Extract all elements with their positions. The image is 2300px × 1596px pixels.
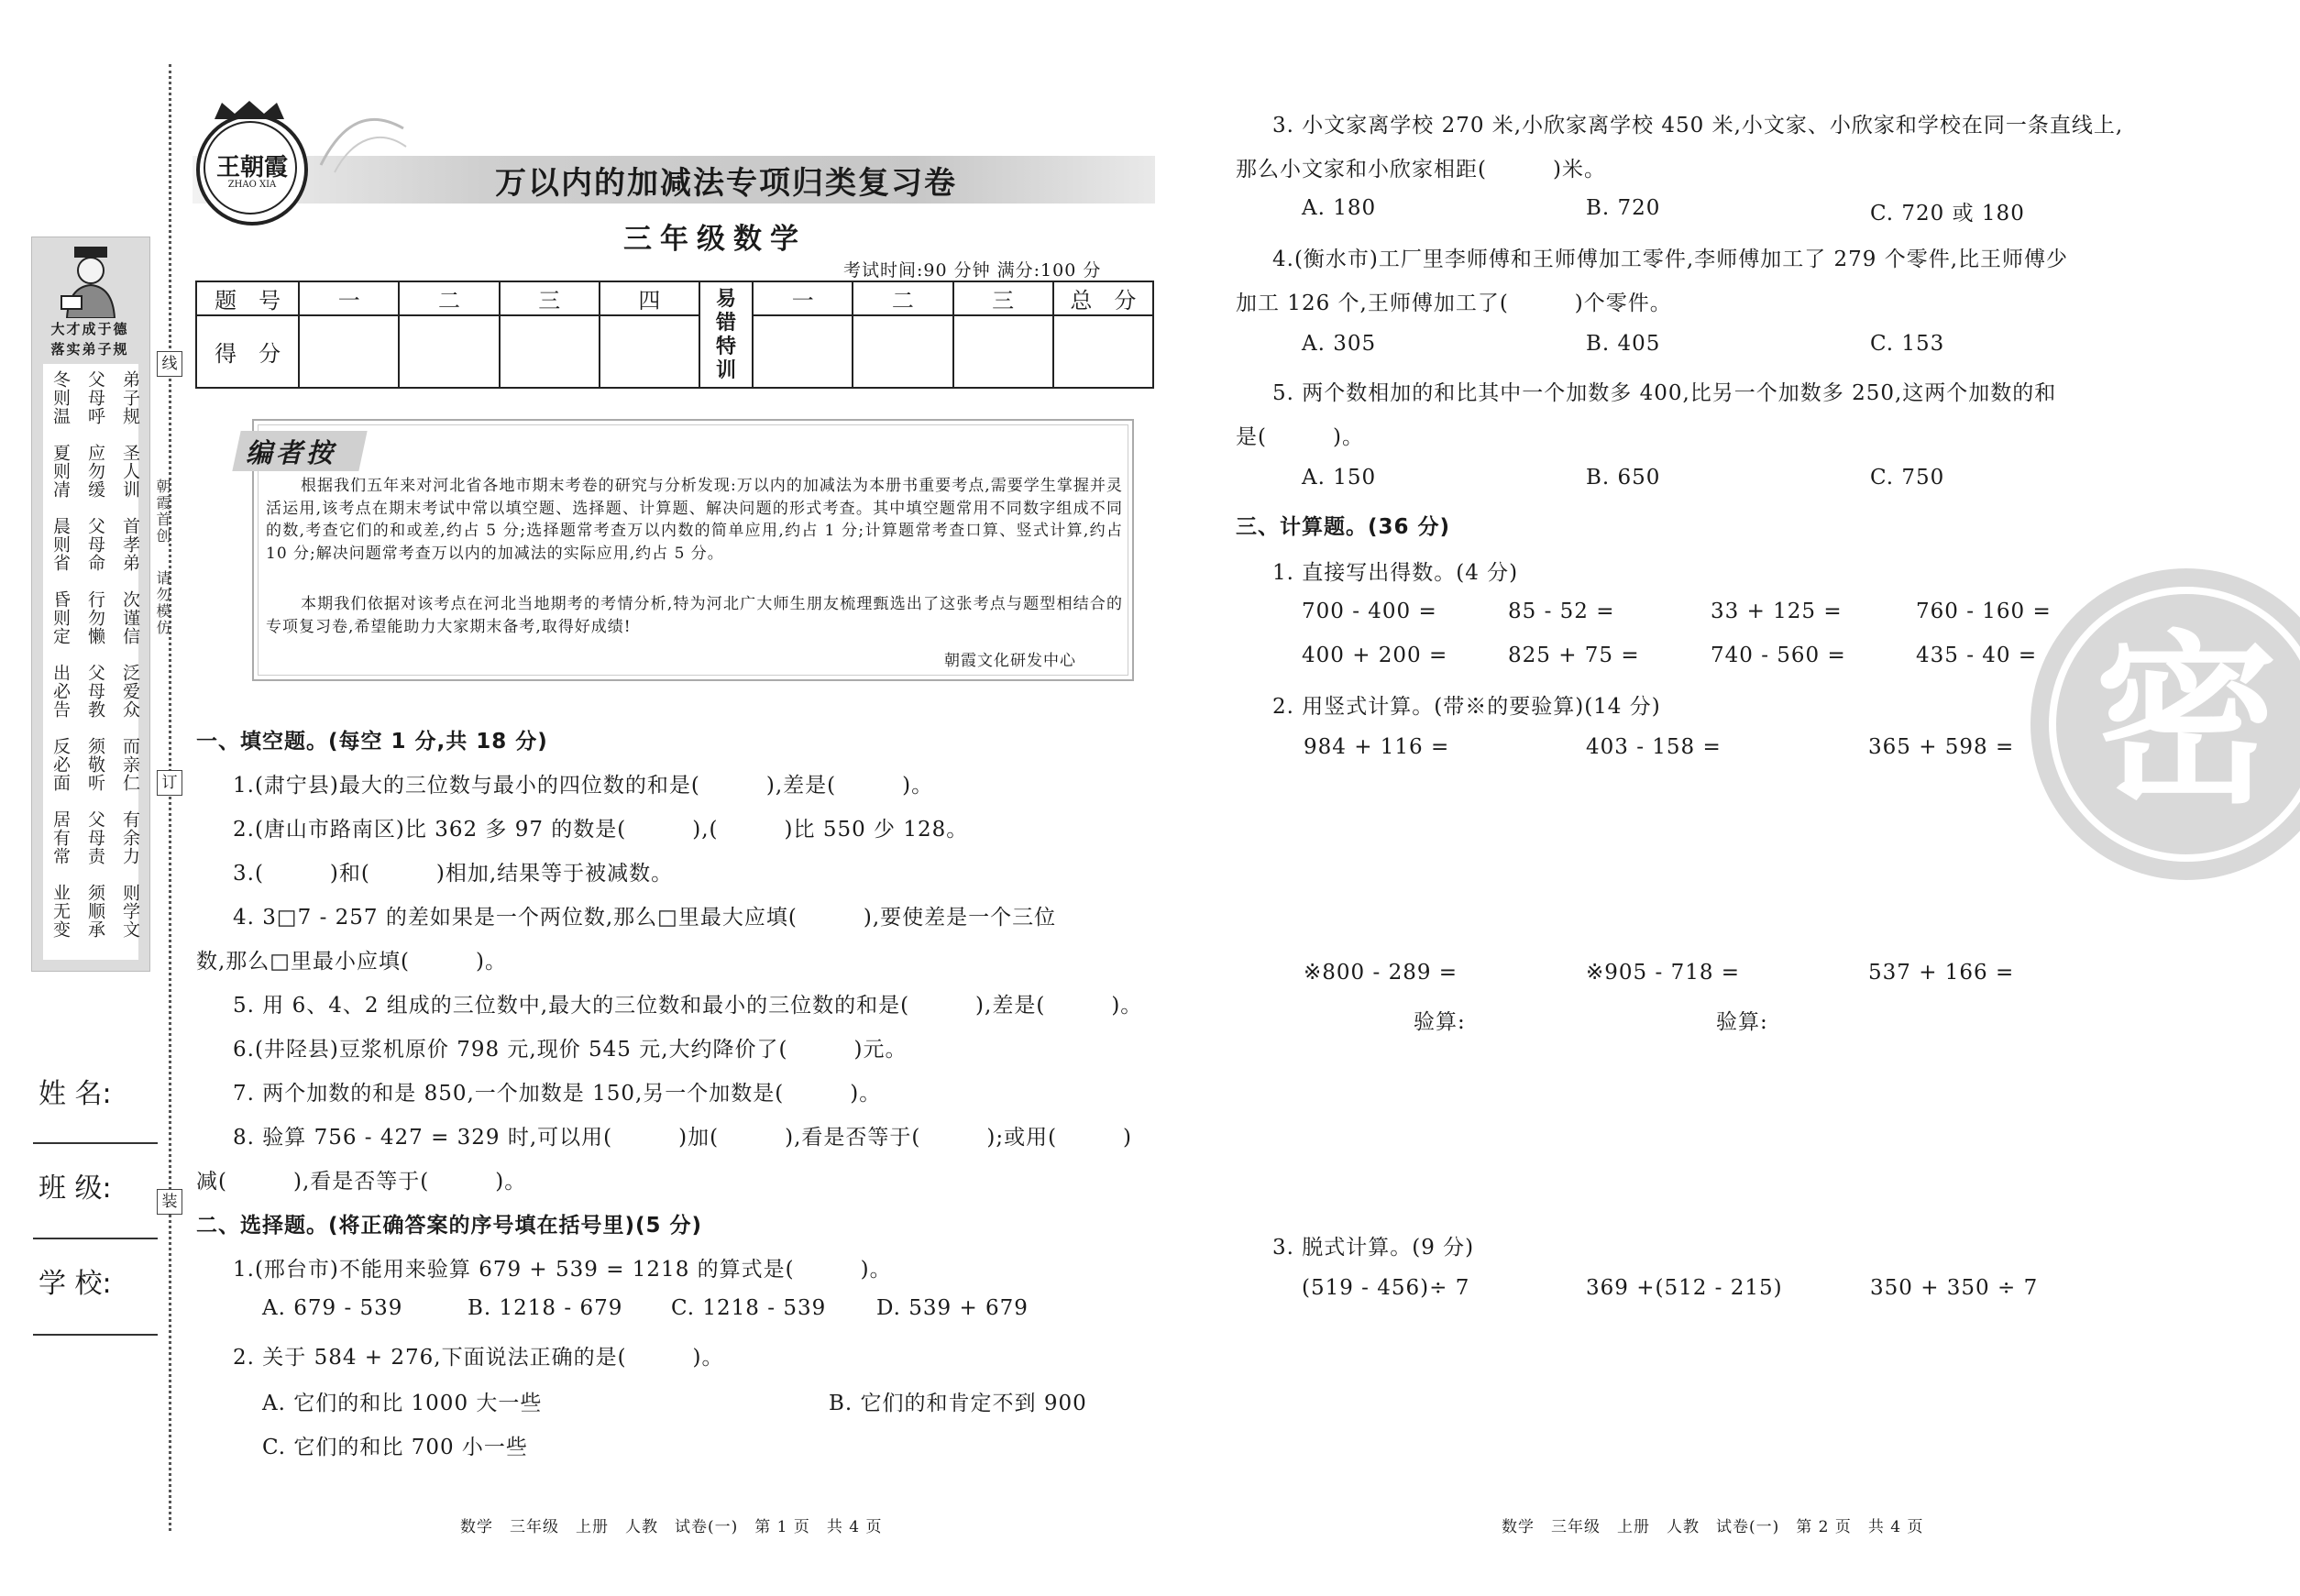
vertical-calc: ※905 - 718 = — [1586, 961, 1741, 985]
verse: 首孝弟 — [120, 517, 140, 572]
s2-q4-option-c: C. 153 — [1870, 332, 1945, 356]
cut-mark-line: 线 — [157, 351, 182, 377]
notice-original: 朝霞首创 — [154, 479, 171, 545]
verse: 冬则温 — [50, 370, 71, 425]
logo-subtext: ZHAO XIA — [227, 180, 277, 190]
verse: 反必面 — [50, 737, 71, 792]
footer-page-2: 数学 三年级 上册 人教 试卷(一) 第 2 页 共 4 页 — [1502, 1518, 1924, 1536]
s2-question-2: 2. 关于 584 + 276,下面说法正确的是( )。 — [233, 1346, 724, 1370]
vertical-calc: 984 + 116 = — [1304, 735, 1450, 759]
verse: 父母责 — [85, 810, 105, 865]
s2-question-4b: 加工 126 个,王师傅加工了( )个零件。 — [1236, 292, 1672, 315]
s2-q4-option-b: B. 405 — [1586, 332, 1661, 356]
score-cell[interactable] — [1053, 315, 1153, 388]
s2-q2-option-c: C. 它们的和比 700 小一些 — [262, 1436, 528, 1459]
class-label: 班 级: — [39, 1172, 112, 1205]
name-field[interactable] — [33, 1142, 158, 1144]
s3-subtitle-2: 2. 用竖式计算。(带※的要验算)(14 分) — [1272, 695, 1661, 719]
section-2-title: 二、选择题。(将正确答案的序号填在括号里)(5 分) — [196, 1214, 703, 1238]
s1-question-8b: 减( ),看是否等于( )。 — [196, 1170, 527, 1194]
vertical-calc: 365 + 598 = — [1868, 735, 2015, 759]
score-cell[interactable] — [299, 315, 399, 388]
editor-signature: 朝霞文化研发中心 — [944, 652, 1076, 670]
stamp-character: 密 — [2094, 615, 2278, 829]
verse: 父母呼 — [85, 370, 105, 425]
s2-q3-option-a: A. 180 — [1302, 196, 1377, 220]
page-title: 万以内的加减法专项归类复习卷 — [495, 165, 957, 202]
s1-question-5: 5. 用 6、4、2 组成的三位数中,最大的三位数和最小的三位数的和是( ),差是( )。 — [233, 994, 1143, 1018]
cut-mark-bind: 装 — [157, 1189, 182, 1215]
s1-question-7: 7. 两个加数的和是 850,一个加数是 150,另一个加数是( )。 — [233, 1082, 882, 1106]
notice-no-copy: 请勿模仿 — [154, 570, 171, 636]
oral-calc: 400 + 200 = — [1302, 644, 1448, 667]
error-training-cell — [699, 281, 753, 388]
verse: 则学文 — [120, 884, 140, 939]
verse: 居有常 — [50, 810, 71, 865]
step-calc: (519 - 456)÷ 7 — [1302, 1276, 1470, 1300]
oral-calc: 85 - 52 = — [1508, 600, 1615, 623]
s2-q1-option-d: D. 539 + 679 — [876, 1296, 1029, 1320]
s3-subtitle-3: 3. 脱式计算。(9 分) — [1272, 1236, 1475, 1260]
s2-q5-option-c: C. 750 — [1870, 466, 1945, 490]
score-header-cell: 一 — [753, 281, 853, 315]
s1-question-3: 3.( )和( )相加,结果等于被减数。 — [233, 862, 674, 886]
score-cell[interactable] — [600, 315, 699, 388]
class-field[interactable] — [33, 1238, 158, 1239]
s2-question-4a: 4.(衡水市)工厂里李师傅和王师傅加工零件,李师傅加工了 279 个零件,比王师傅少 — [1272, 248, 2069, 271]
error-training-label: 易错特训 — [716, 287, 737, 382]
step-calc: 350 + 350 ÷ 7 — [1870, 1276, 2039, 1300]
s2-q4-option-a: A. 305 — [1302, 332, 1377, 356]
motto-line-2: 落实弟子规 — [50, 341, 129, 358]
verse: 行勿懒 — [85, 590, 105, 645]
score-cell[interactable] — [953, 315, 1053, 388]
s2-q5-option-b: B. 650 — [1586, 466, 1661, 490]
s1-question-8a: 8. 验算 756 - 427 = 329 时,可以用( )加( ),看是否等于( );或用( ) — [233, 1126, 1133, 1150]
section-3-title: 三、计算题。(36 分) — [1236, 515, 1451, 539]
verse: 父母命 — [85, 517, 105, 572]
s2-question-5b: 是( )。 — [1236, 425, 1364, 449]
oral-calc: 740 - 560 = — [1711, 644, 1846, 667]
oral-calc: 33 + 125 = — [1711, 600, 1843, 623]
score-header-cell: 四 — [600, 281, 699, 315]
score-header-cell: 题 号 — [196, 281, 299, 315]
s2-q5-option-a: A. 150 — [1302, 466, 1377, 490]
s1-question-4a: 4. 3□7 - 257 的差如果是一个两位数,那么□里最大应填( ),要使差是一个三位 — [233, 906, 1057, 930]
logo-badge — [196, 114, 308, 226]
oral-calc: 760 - 160 = — [1916, 600, 2052, 623]
score-header-cell: 一 — [299, 281, 399, 315]
school-field[interactable] — [33, 1334, 158, 1336]
score-cell[interactable] — [753, 315, 853, 388]
verse: 泛爱众 — [120, 664, 140, 719]
exam-info: 考试时间:90 分钟 满分:100 分 — [843, 260, 1102, 281]
section-1-title: 一、填空题。(每空 1 分,共 18 分) — [196, 730, 548, 754]
score-header-cell: 二 — [853, 281, 952, 315]
score-header-cell: 三 — [500, 281, 600, 315]
s1-question-1: 1.(肃宁县)最大的三位数与最小的四位数的和是( ),差是( )。 — [233, 774, 934, 798]
s2-q2-option-a: A. 它们的和比 1000 大一些 — [262, 1392, 543, 1415]
s2-q1-option-a: A. 679 - 539 — [262, 1296, 403, 1320]
binding-dotted-line — [169, 64, 171, 1531]
oral-calc: 700 - 400 = — [1302, 600, 1437, 623]
step-calc: 369 +(512 - 215) — [1586, 1276, 1783, 1300]
motto-line-1: 大才成于德 — [50, 321, 129, 337]
s2-question-3a: 3. 小文家离学校 270 米,小欣家离学校 450 米,小文家、小欣家和学校在同一条直线上, — [1272, 114, 2124, 138]
verse: 昏则定 — [50, 590, 71, 645]
crown-icon — [211, 99, 288, 121]
s2-q2-option-b: B. 它们的和肯定不到 900 — [829, 1392, 1087, 1415]
secret-stamp-watermark — [2030, 568, 2300, 880]
verse: 次谨信 — [120, 590, 140, 645]
score-header-cell: 总 分 — [1053, 281, 1153, 315]
score-cell[interactable] — [500, 315, 600, 388]
verse: 弟子规 — [120, 370, 140, 425]
oral-calc: 435 - 40 = — [1916, 644, 2038, 667]
score-table — [195, 281, 1154, 389]
s2-question-3b: 那么小文家和小欣家相距( )米。 — [1236, 158, 1606, 182]
verse: 有余力 — [120, 810, 140, 865]
s2-q1-option-b: B. 1218 - 679 — [468, 1296, 623, 1320]
verse: 夏则凊 — [50, 444, 71, 499]
check-label: 验算: — [1716, 1010, 1768, 1034]
oral-calc: 825 + 75 = — [1508, 644, 1640, 667]
score-row-label: 得 分 — [196, 315, 299, 388]
logo-brand: 王朝霞 — [215, 154, 288, 182]
verse: 父母教 — [85, 664, 105, 719]
scholar-figure-icon — [54, 243, 127, 318]
verse: 晨则省 — [50, 517, 71, 572]
name-label: 姓 名: — [39, 1078, 112, 1110]
s2-q1-option-c: C. 1218 - 539 — [671, 1296, 827, 1320]
school-label: 学 校: — [39, 1268, 112, 1300]
vertical-calc: ※800 - 289 = — [1304, 961, 1458, 985]
footer-page-1: 数学 三年级 上册 人教 试卷(一) 第 1 页 共 4 页 — [460, 1518, 883, 1536]
s2-q3-option-b: B. 720 — [1586, 196, 1661, 220]
s3-subtitle-1: 1. 直接写出得数。(4 分) — [1272, 561, 1519, 585]
s2-question-5a: 5. 两个数相加的和比其中一个加数多 400,比另一个加数多 250,这两个加数的和 — [1272, 381, 2057, 405]
cut-mark-order: 订 — [157, 770, 182, 796]
editor-paragraph-1: 根据我们五年来对河北省各地市期末考卷的研究与分析发现:万以内的加减法为本册书重要考点,需要学生掌握并灵活运用,该考点在期末考试中常以填空题、选择题、计算题、解决问题的形式考查。其中填空题常用不同数字组成不同的数,考查它们的和或差,约占 5 分;选择题常考查万以内数的简单应用,约占 1 分;计算题常考查口算、竖式计算,约占 10 分;解决问题常考查万以内的加减法的实际应用,约占 5 分。 — [266, 477, 1123, 563]
s2-q3-option-c: C. 720 或 180 — [1870, 202, 2025, 226]
verse: 应勿缓 — [85, 444, 105, 499]
page-subtitle: 三年级数学 — [623, 223, 807, 256]
verse: 须敬听 — [85, 737, 105, 792]
s1-question-4b: 数,那么□里最小应填( )。 — [196, 950, 507, 974]
score-header-cell: 三 — [953, 281, 1053, 315]
s1-question-6: 6.(井陉县)豆浆机原价 798 元,现价 545 元,大约降价了( )元。 — [233, 1038, 908, 1062]
check-label: 验算: — [1414, 1010, 1466, 1034]
s2-question-1: 1.(邢台市)不能用来验算 679 + 539 = 1218 的算式是( )。 — [233, 1258, 892, 1282]
verse: 须顺承 — [85, 884, 105, 939]
verse: 出必告 — [50, 664, 71, 719]
vertical-calc: 403 - 158 = — [1586, 735, 1722, 759]
score-header-cell: 二 — [399, 281, 499, 315]
ribbon-ornament-icon — [316, 101, 408, 174]
score-cell[interactable] — [853, 315, 952, 388]
verse: 圣人训 — [120, 444, 140, 499]
vertical-calc: 537 + 166 = — [1868, 961, 2015, 985]
s1-question-2: 2.(唐山市路南区)比 362 多 97 的数是( ),( )比 550 少 128。 — [233, 818, 969, 842]
verse: 业无变 — [50, 884, 71, 939]
score-cell[interactable] — [399, 315, 499, 388]
editor-paragraph-2: 本期我们依据对该考点在河北当地期考的考情分析,特为河北广大师生朋友梳理甄选出了这张考点与题型相结合的专项复习卷,希望能助力大家期末备考,取得好成绩! — [266, 595, 1123, 636]
editor-tag: 编者按 — [246, 437, 337, 468]
verse: 而亲仁 — [120, 737, 140, 792]
